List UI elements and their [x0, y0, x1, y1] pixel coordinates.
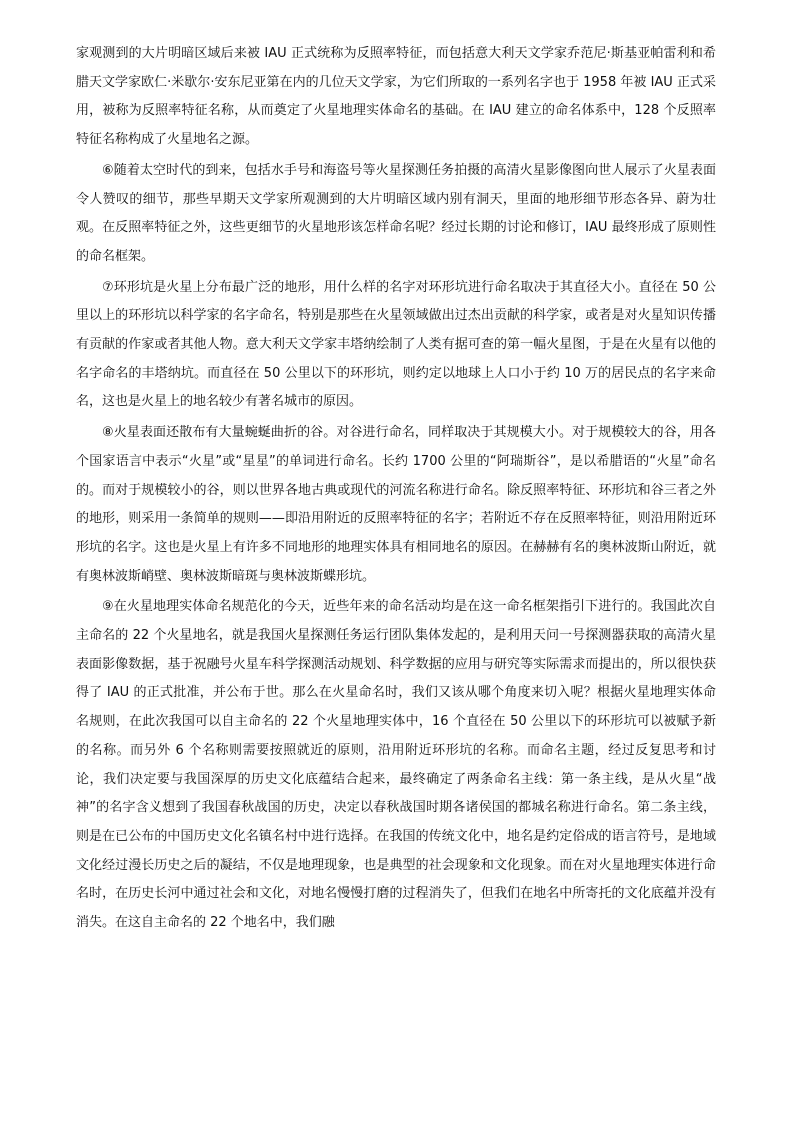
paragraph-8: ⑧火星表面还散布有大量蜿蜒曲折的谷。对谷进行命名，同样取决于其规模大小。对于规模较大的谷，用各个国家语言中表示“火星”或“星星”的单词进行命名。长约 1700 公里的“阿瑞斯谷”，是以希腊语的“火星”命名的。而对于规模较小的谷，则以世界各地古典或现代的河流名称进行命名。除反照率特征、环形坑和谷三者之外的地形，则采用一条简单的规则——即沿用附近的反照率特征的名字；若附近不存在反照率特征，则沿用附近环形坑的名字。这也是火星上有许多不同地形的地理实体具有相同地名的原因。在赫赫有名的奥林波斯山附近，就有奥林波斯峭壁、奥林波斯暗斑与奥林波斯蝶形坑。 — [76, 425, 716, 584]
paragraph-6: ⑥随着太空时代的到来，包括水手号和海盗号等火星探测任务拍摄的高清火星影像图向世人展示了火星表面令人赞叹的细节，那些早期天文学家所观测到的大片明暗区域内别有洞天，里面的地形细节形态各异、蔚为壮观。在反照率特征之外，这些更细节的火星地形该怎样命名呢？经过长期的讨论和修订，IAU 最终形成了原则性的命名框架。 — [76, 162, 716, 264]
paragraph-7: ⑦环形坑是火星上分布最广泛的地形，用什么样的名字对环形坑进行命名取决于其直径大小。直径在 50 公里以上的环形坑以科学家的名字命名，特别是那些在火星领域做出过杰出贡献的科学家，或者是对火星知识传播有贡献的作家或者其他人物。意大利天文学家丰塔纳绘制了人类有据可查的第一幅火星图，于是在火星有以他的名字命名的丰塔纳坑。而直径在 50 公里以下的环形坑，则约定以地球上人口小于约 10 万的居民点的名字来命名，这也是火星上的地名较少有著名城市的原因。 — [76, 279, 716, 410]
paragraph-9: ⑨在火星地理实体命名规范化的今天，近些年来的命名活动均是在这一命名框架指引下进行的。我国此次自主命名的 22 个火星地名，就是我国火星探测任务运行团队集体发起的，是利用天问一号探测器获取的高清火星表面影像数据，基于祝融号火星车科学探测活动规划、科学数据的应用与研究等实际需求而提出的，所以很快获得了 IAU 的正式批准，并公布于世。那么在火星命名时，我们又该从哪个角度来切入呢？根据火星地理实体命名规则，在此次我国可以自主命名的 22 个火星地理实体中，16 个直径在 50 公里以下的环形坑可以被赋予新的名称。而另外 6 个名称则需要按照就近的原则，沿用附近环形坑的名称。而命名主题，经过反复思考和讨论，我们决定要与我国深厚的历史文化底蕴结合起来，最终确定了两条命名主线：第一条主线，是从火星“战神”的名字含义想到了我国春秋战国的历史，决定以春秋战国时期各诸侯国的都城名称进行命名。第二条主线，则是在已公布的中国历史文化名镇名村中进行选择。在我国的传统文化中，地名是约定俗成的语言符号，是地域文化经过漫长历史之后的凝结，不仅是地理现象，也是典型的社会现象和文化现象。而在对火星地理实体进行命名时，在历史长河中通过社会和文化，对地名慢慢打磨的过程消失了，但我们在地名中所寄托的文化底蕴并没有消失。在这自主命名的 22 个地名中，我们融 — [76, 599, 716, 931]
document-page — [76, 40, 716, 940]
paragraph-continuation: 家观测到的大片明暗区域后来被 IAU 正式统称为反照率特征，而包括意大利天文学家乔范尼·斯基亚帕雷利和希腊天文学家欧仁·米歇尔·安东尼亚第在内的几位天文学家，为它们所取的一系列名字也于 1958 年被 IAU 正式采用，被称为反照率特征名称，从而奠定了火星地理实体命名的基础。在 IAU 建立的命名体系中，128 个反照率特征名称构成了火星地名之源。 — [76, 46, 716, 148]
